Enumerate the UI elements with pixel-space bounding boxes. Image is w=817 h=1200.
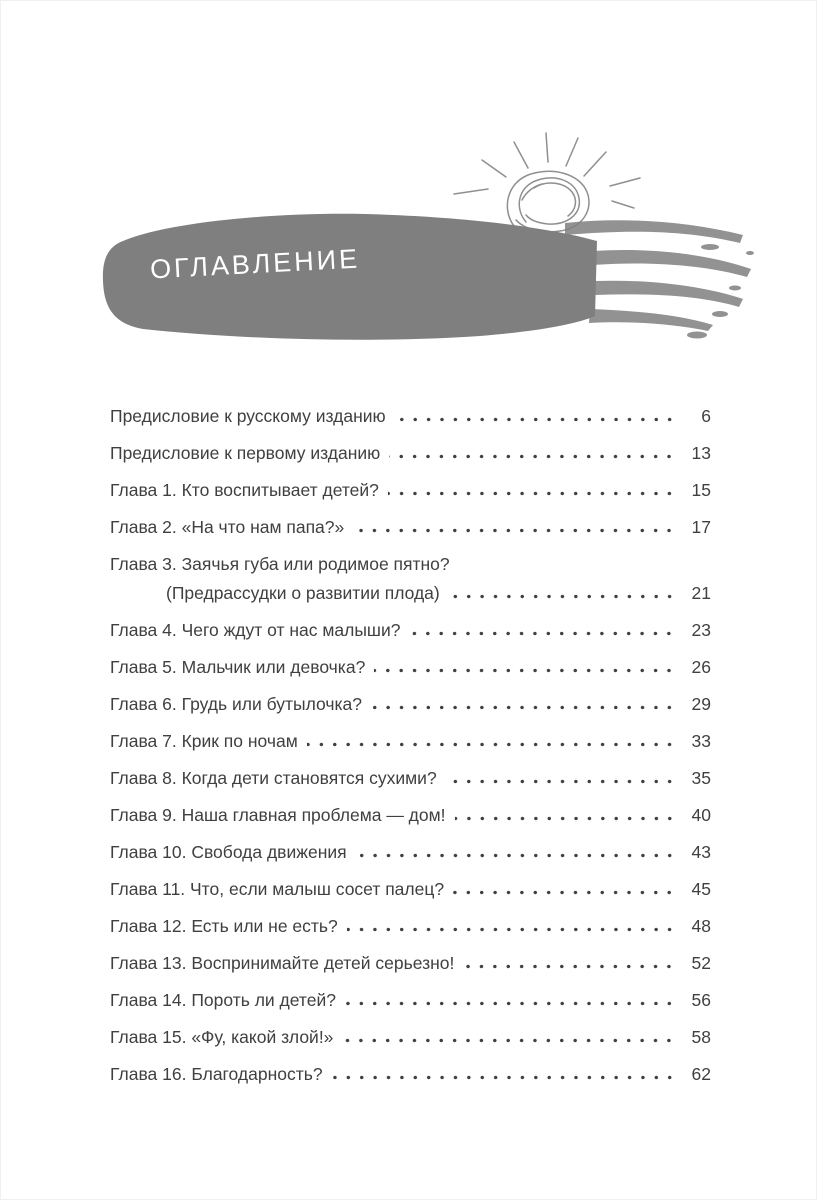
toc-entry [110,480,711,500]
toc-entry-title: Глава 12. Есть или не есть? [110,916,338,936]
toc-entry [110,694,711,714]
toc-dot-leader [455,816,676,821]
toc-entry [110,953,711,973]
toc-entry-page: 40 [691,805,711,825]
toc-entry-row [110,480,711,500]
toc-entry-page: 33 [691,731,711,751]
toc-entry [110,620,711,640]
toc-dot-leader [388,491,676,496]
toc-entry-row [110,768,711,788]
toc-entry-title: Предисловие к русскому изданию [110,406,386,426]
toc-dot-leader [449,594,676,599]
toc-dot-leader [347,927,676,932]
toc-dot-leader [345,1001,676,1006]
toc-entry-title: Глава 1. Кто воспитывает детей? [110,480,379,500]
toc-entry-row [110,517,711,537]
toc-entry-title: Глава 13. Воспринимайте детей серьезно! [110,953,455,973]
toc-entry-row [110,953,711,973]
toc-entry-page: 23 [691,620,711,640]
toc-entry-title: Глава 9. Наша главная проблема — дом! [110,805,446,825]
toc-entry-title: Глава 5. Мальчик или девочка? [110,657,366,677]
toc-entry-page: 29 [691,694,711,714]
toc-entry [110,554,711,603]
toc-dot-leader [332,1075,676,1080]
toc-entry-title: Предисловие к первому изданию [110,443,381,463]
toc-entry-page: 35 [691,768,711,788]
toc-entry-page: 45 [691,879,711,899]
toc-entry [110,731,711,751]
toc-entry-page: 48 [691,916,711,936]
toc-entry [110,842,711,862]
toc-dot-leader [389,454,676,459]
toc-entry-row [110,731,711,751]
toc-entry-title: Глава 4. Чего ждут от нас малыши? [110,620,401,640]
toc-entry [110,805,711,825]
toc-entry [110,879,711,899]
toc-entry-title: Глава 7. Крик по ночам [110,731,298,751]
toc-entry-page: 13 [691,443,711,463]
toc-entry-page: 43 [691,842,711,862]
toc-entry-row [110,1027,711,1047]
toc-entry-title: Глава 6. Грудь или бутылочка? [110,694,362,714]
toc-entry-row [110,879,711,899]
toc-dot-leader [342,1038,676,1043]
toc-dot-leader [374,668,676,673]
toc-entry-title: Глава 16. Благодарность? [110,1064,323,1084]
toc-entry-page: 21 [691,583,711,603]
toc-entry [110,768,711,788]
toc-dot-leader [353,528,676,533]
toc-entry [110,916,711,936]
toc-dot-leader [409,631,676,636]
toc-entry-title: Глава 11. Что, если малыш сосет палец? [110,879,445,899]
toc-entry-row [110,990,711,1010]
toc-entry-page: 52 [691,953,711,973]
toc-entry [110,990,711,1010]
toc-entry-row [110,657,711,677]
toc-entry [110,406,711,426]
toc-list [110,406,711,1101]
toc-entry-subtitle: (Предрассудки о развитии плода) [166,583,440,603]
toc-entry-title: Глава 15. «Фу, какой злой!» [110,1027,334,1047]
toc-entry-title: Глава 3. Заячья губа или родимое пятно? [110,554,450,574]
toc-entry-page: 56 [691,990,711,1010]
toc-entry-row [110,1064,711,1084]
toc-dot-leader [307,742,676,747]
toc-entry-title: Глава 2. «На что нам папа?» [110,517,345,537]
brush-stroke-banner [95,203,755,353]
toc-entry-row [110,443,711,463]
toc-entry-row [110,916,711,936]
toc-entry [110,517,711,537]
toc-dot-leader [371,705,676,710]
toc-entry-page: 62 [691,1064,711,1084]
toc-dot-leader [395,417,676,422]
toc-entry-row [110,805,711,825]
toc-dot-leader [446,779,676,784]
toc-entry-title: Глава 10. Свобода движения [110,842,347,862]
toc-entry-row [110,842,711,862]
toc-entry-page: 15 [691,480,711,500]
toc-heading: ОГЛАВЛЕНИЕ [149,243,361,285]
toc-dot-leader [453,890,676,895]
toc-dot-leader [463,964,676,969]
toc-entry-page: 26 [691,657,711,677]
toc-entry [110,1027,711,1047]
toc-entry-row [110,406,711,426]
toc-entry-page: 6 [701,406,711,426]
toc-entry [110,657,711,677]
toc-entry [110,1064,711,1084]
toc-entry-page: 58 [691,1027,711,1047]
toc-entry-row [110,694,711,714]
toc-dot-leader [356,853,676,858]
toc-entry-title: Глава 14. Пороть ли детей? [110,990,336,1010]
toc-entry-page: 17 [691,517,711,537]
toc-entry-title: Глава 8. Когда дети становятся сухими? [110,768,437,788]
toc-entry [110,443,711,463]
toc-entry-row [110,583,711,603]
toc-entry-row [110,620,711,640]
